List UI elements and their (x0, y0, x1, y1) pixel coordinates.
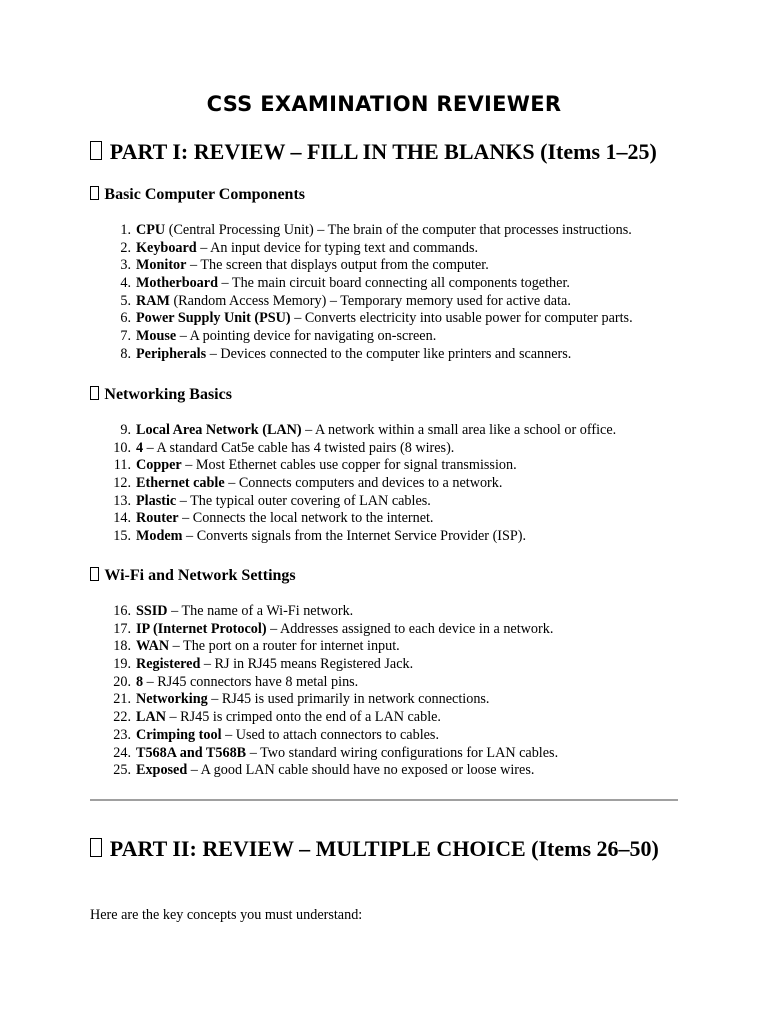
list-basic-components (0, 222, 700, 364)
horizontal-divider (90, 799, 678, 801)
list-item: 17. IP (Internet Protocol) – Addresses assigned to each device in a network. (113, 620, 554, 637)
list-networking-basics (0, 422, 700, 546)
missing-glyph-icon (90, 141, 102, 160)
list-item: 12. Ethernet cable – Connects computers and devices to a network. (113, 475, 503, 492)
missing-glyph-icon (90, 386, 99, 400)
section-heading-networking-basics: Networking Basics (90, 385, 232, 405)
list-item: 22. LAN – RJ45 is crimped onto the end of a LAN cable. (113, 709, 441, 726)
part1-heading (90, 138, 690, 166)
list-item: 23. Crimping tool – Used to attach connectors to cables. (113, 726, 439, 743)
list-item: 2. Keyboard – An input device for typing text and commands. (120, 239, 479, 256)
part1-heading-text: PART I: REVIEW – FILL IN THE BLANKS (Items 1–25) (109, 139, 657, 164)
list-item: 19. Registered – RJ in RJ45 means Registered Jack. (113, 656, 414, 673)
list-item: 24. T568A and T568B – Two standard wiring configurations for LAN cables. (113, 744, 559, 761)
missing-glyph-icon (90, 186, 99, 200)
list-item: 25. Exposed – A good LAN cable should have no exposed or loose wires. (113, 762, 535, 779)
section-heading-basic-components: Basic Computer Components (90, 185, 305, 205)
part2-heading (90, 835, 670, 863)
document-title: CSS EXAMINATION REVIEWER (206, 92, 562, 116)
list-item: 21. Networking – RJ45 is used primarily in network connections. (113, 691, 490, 708)
part2-heading-text: PART II: REVIEW – MULTIPLE CHOICE (Items 26–50) (109, 836, 659, 861)
list-item: 6. Power Supply Unit (PSU) – Converts electricity into usable power for computer parts. (120, 310, 633, 327)
missing-glyph-icon (90, 838, 102, 857)
list-item: 16. SSID – The name of a Wi-Fi network. (113, 603, 354, 619)
list-item: 10. 4 – A standard Cat5e cable has 4 twisted pairs (8 wires). (113, 439, 455, 456)
list-item: 14. Router – Connects the local network to the internet. (113, 510, 434, 527)
missing-glyph-icon (90, 567, 99, 581)
list-item: 20. 8 – RJ45 connectors have 8 metal pins. (113, 673, 359, 690)
list-item: 15. Modem – Converts signals from the Internet Service Provider (ISP). (113, 528, 527, 545)
list-item: 1. CPU (Central Processing Unit) – The brain of the computer that processes instructions. (120, 222, 632, 238)
list-item: 11. Copper – Most Ethernet cables use copper for signal transmission. (113, 457, 517, 474)
list-item: 4. Motherboard – The main circuit board connecting all components together. (120, 275, 570, 292)
list-item: 13. Plastic – The typical outer covering of LAN cables. (113, 492, 431, 509)
list-item: 7. Mouse – A pointing device for navigating on-screen. (120, 328, 437, 345)
part2-intro: Here are the key concepts you must understand: (90, 907, 363, 923)
list-item: 18. WAN – The port on a router for internet input. (113, 638, 400, 655)
list-item: 5. RAM (Random Access Memory) – Temporary memory used for active data. (120, 292, 571, 309)
list-item: 9. Local Area Network (LAN) – A network within a small area like a school or office. (120, 422, 617, 438)
section-heading-wifi-settings: Wi-Fi and Network Settings (90, 566, 296, 586)
list-wifi-settings (0, 603, 700, 780)
list-item: 3. Monitor – The screen that displays output from the computer. (120, 257, 489, 274)
list-item: 8. Peripherals – Devices connected to the computer like printers and scanners. (120, 345, 572, 362)
